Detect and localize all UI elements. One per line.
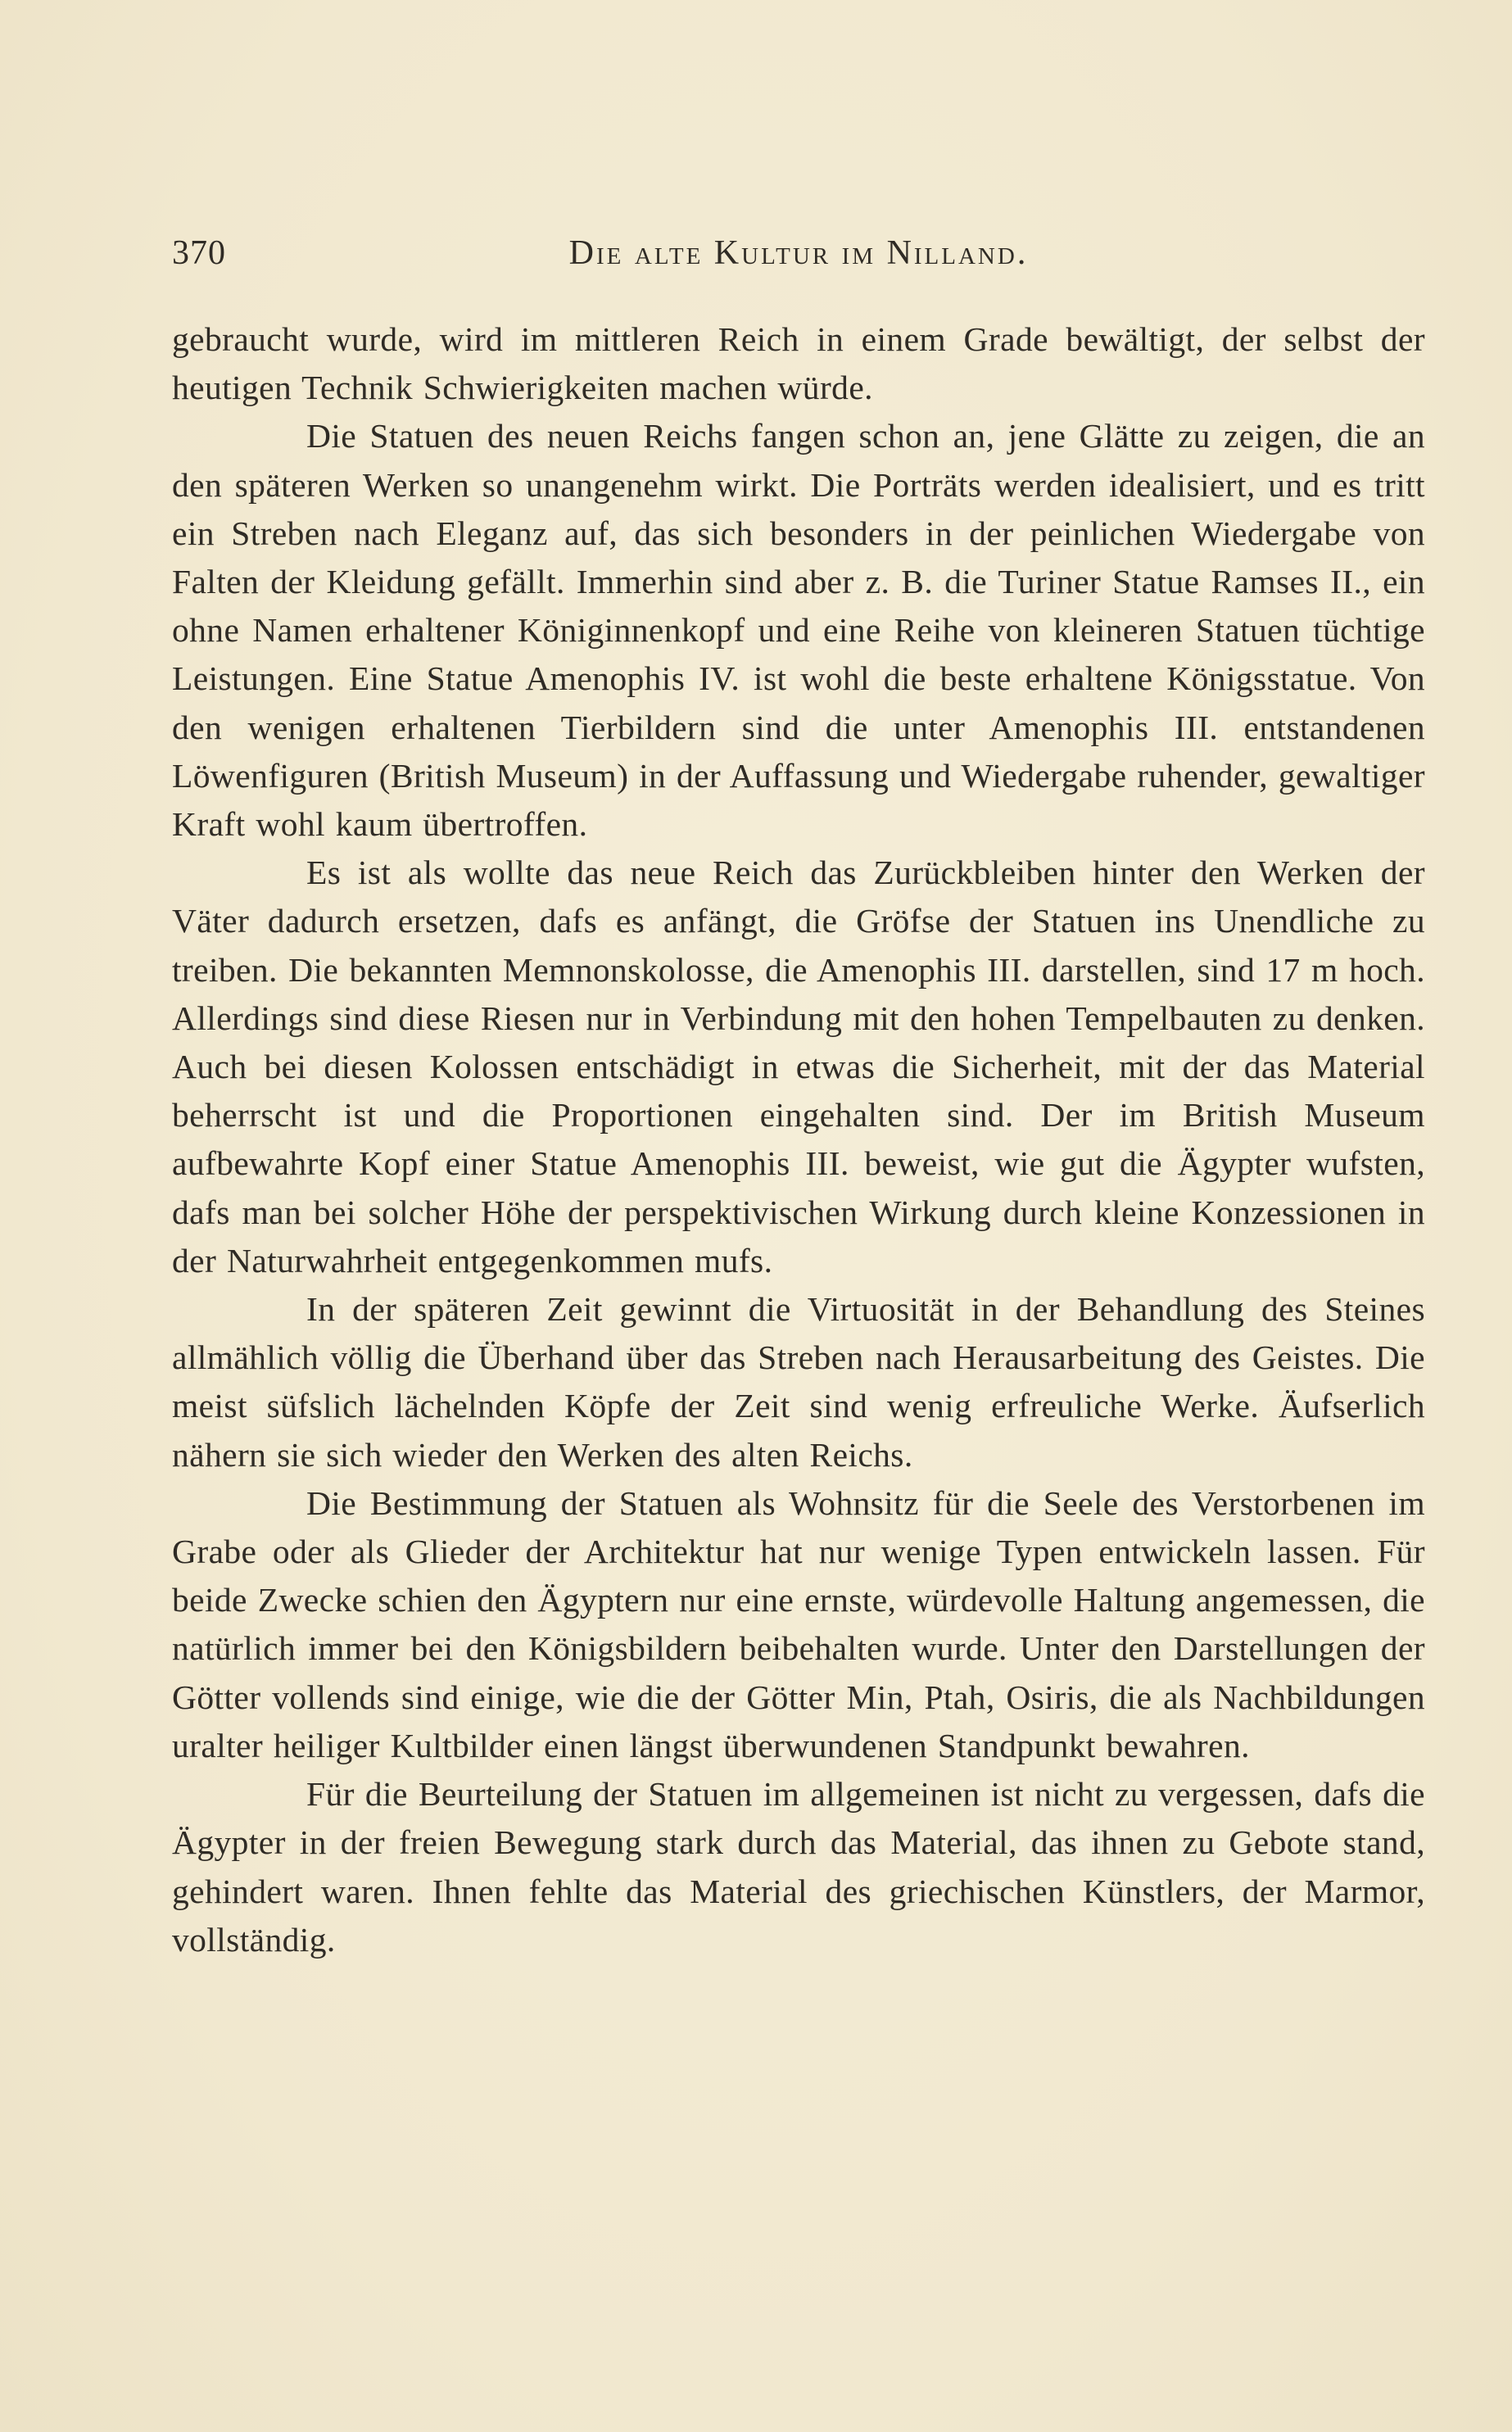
paragraph-later-period: In der späteren Zeit gewinnt die Virtuosität in der Behandlung des Steines allmählich völlig die Überhand über das Streben nach Herausarbeitung des Geistes. Die meist süfslich lächelnden Köpfe der Zeit sind wenig erfreuliche Werke. Äufserlich nähern sie sich wieder den Werken des alten Reichs. xyxy=(172,1290,1425,1474)
page-header xyxy=(172,233,1425,283)
page-number: 370 xyxy=(172,234,226,272)
body-text xyxy=(172,315,1425,1964)
paragraph-colossi: Es ist als wollte das neue Reich das Zurückbleiben hinter den Werken der Väter dadurch ersetzen, dafs es anfängt, die Gröfse der Statuen ins Unendliche zu treiben. Die bekannten Memnonskolosse, die Amenophis III. darstellen, sind 17 m hoch. Allerdings sind diese Riesen nur in Verbindung mit den hohen Tempelbauten zu denken. Auch bei diesen Kolossen entschädigt in etwas die Sicherheit, mit der das Material beherrscht ist und die Proportionen eingehalten sind. Der im British Museum aufbewahrte Kopf einer Statue Amenophis III. beweist, wie gut die Ägypter wufsten, dafs man bei solcher Höhe der perspektivischen Wirkung durch kleine Konzessionen in der Naturwahrheit entgegenkommen mufs. xyxy=(172,854,1425,1279)
paragraph-material: Für die Beurteilung der Statuen im allgemeinen ist nicht zu vergessen, dafs die Ägypter in der freien Bewegung stark durch das Material, das ihnen zu Gebote stand, gehindert waren. Ihnen fehlte das Material des griechischen Künstlers, der Marmor, vollständig. xyxy=(172,1775,1425,1959)
paragraph-statue-purpose: Die Bestimmung der Statuen als Wohnsitz für die Seele des Verstorbenen im Grabe oder als Glieder der Architektur hat nur wenige Typen entwickeln lassen. Für beide Zwecke schien den Ägyptern nur eine ernste, würdevolle Haltung angemessen, die natürlich immer bei den Königsbildern beibehalten wurde. Unter den Darstellungen der Götter vollends sind einige, wie die der Götter Min, Ptah, Osiris, die als Nachbildungen uralter heiliger Kultbilder einen längst überwundenen Standpunkt bewahren. xyxy=(172,1483,1425,1764)
paragraph-new-kingdom-statues: Die Statuen des neuen Reichs fangen schon an, jene Glätte zu zeigen, die an den späteren Werken so unangenehm wirkt. Die Porträts werden idealisiert, und es tritt ein Streben nach Eleganz auf, das sich besonders in der peinlichen Wiedergabe von Falten der Kleidung gefällt. Immerhin sind aber z. B. die Turiner Statue Ramses II., ein ohne Namen erhaltener Königinnenkopf und eine Reihe von kleineren Statuen tüchtige Leistungen. Eine Statue Amenophis IV. ist wohl die beste erhaltene Königsstatue. Von den wenigen erhaltenen Tierbildern sind die unter Amenophis III. entstandenen Löwenfiguren (British Museum) in der Auffassung und Wiedergabe ruhender, gewaltiger Kraft wohl kaum übertroffen. xyxy=(172,417,1425,844)
running-title: Die alte Kultur im Nilland. xyxy=(568,234,1029,272)
paragraph-continuation: gebraucht wurde, wird im mittleren Reich in einem Grade bewältigt, der selbst der heutigen Technik Schwierigkeiten machen würde. xyxy=(172,320,1425,407)
